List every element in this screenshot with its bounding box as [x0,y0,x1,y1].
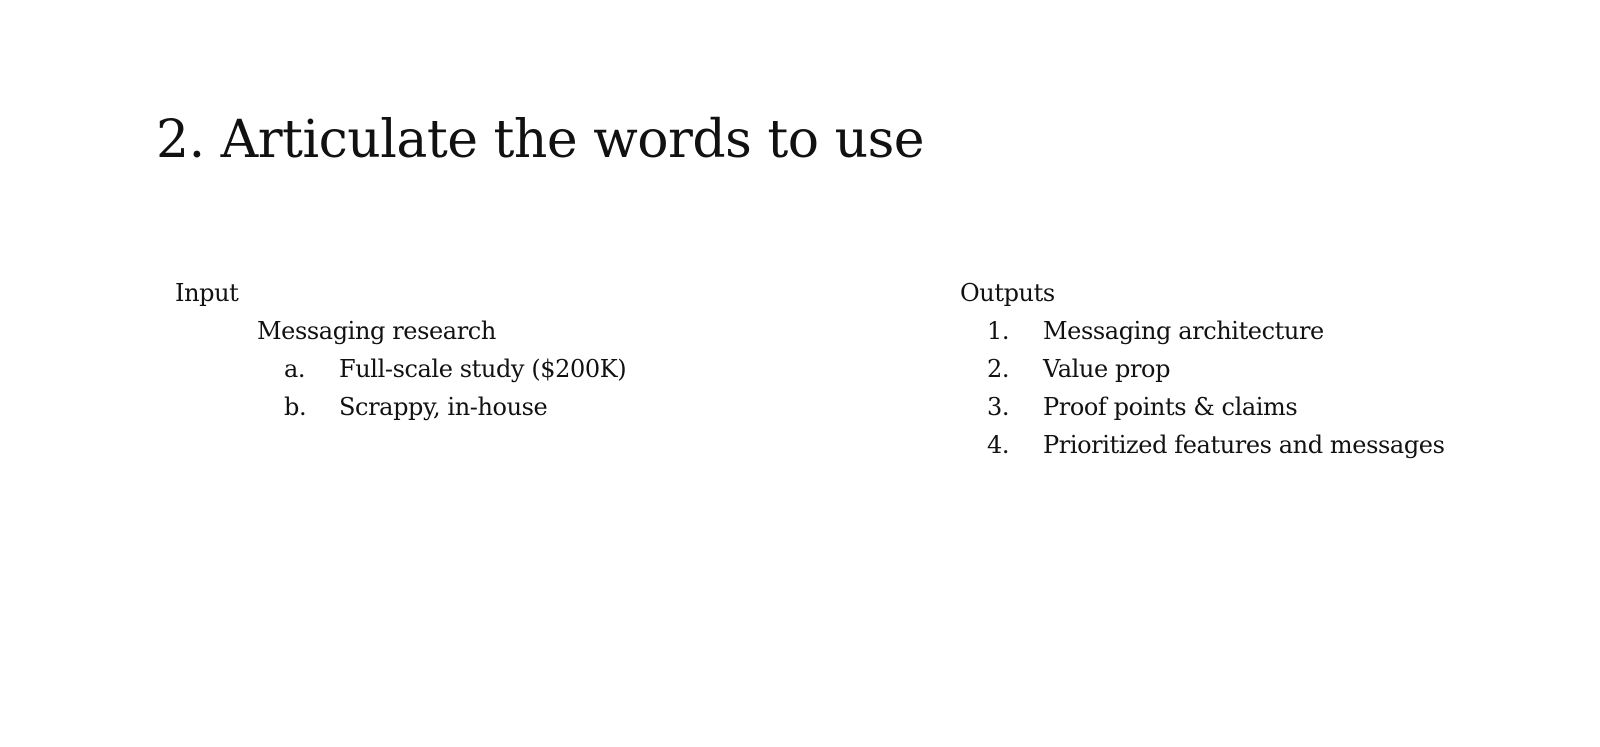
list-item [960,350,1580,388]
list-item [960,388,1580,426]
list-marker: 1. [987,317,1010,345]
list-item [175,350,795,388]
list-item [960,312,1580,350]
input-list [175,350,795,426]
list-marker: 3. [987,393,1010,421]
outputs-list [960,312,1580,464]
slide-title: 2. Articulate the words to use [156,110,925,170]
outputs-heading: Outputs [960,279,1055,307]
outputs-column [960,274,1580,464]
list-marker: a. [284,355,306,383]
list-marker: 2. [987,355,1010,383]
list-item-text: Prioritized features and messages [1043,431,1445,459]
input-heading: Input [175,279,239,307]
list-item-text: Full-scale study ($200K) [339,355,627,383]
list-item-text: Messaging architecture [1043,317,1324,345]
list-item [175,388,795,426]
list-item [960,426,1580,464]
input-subheading: Messaging research [257,317,496,345]
list-marker: 4. [987,431,1010,459]
list-marker: b. [284,393,307,421]
input-column [175,274,795,426]
list-item-text: Scrappy, in-house [339,393,548,421]
list-item-text: Value prop [1043,355,1171,383]
list-item-text: Proof points & claims [1043,393,1298,421]
